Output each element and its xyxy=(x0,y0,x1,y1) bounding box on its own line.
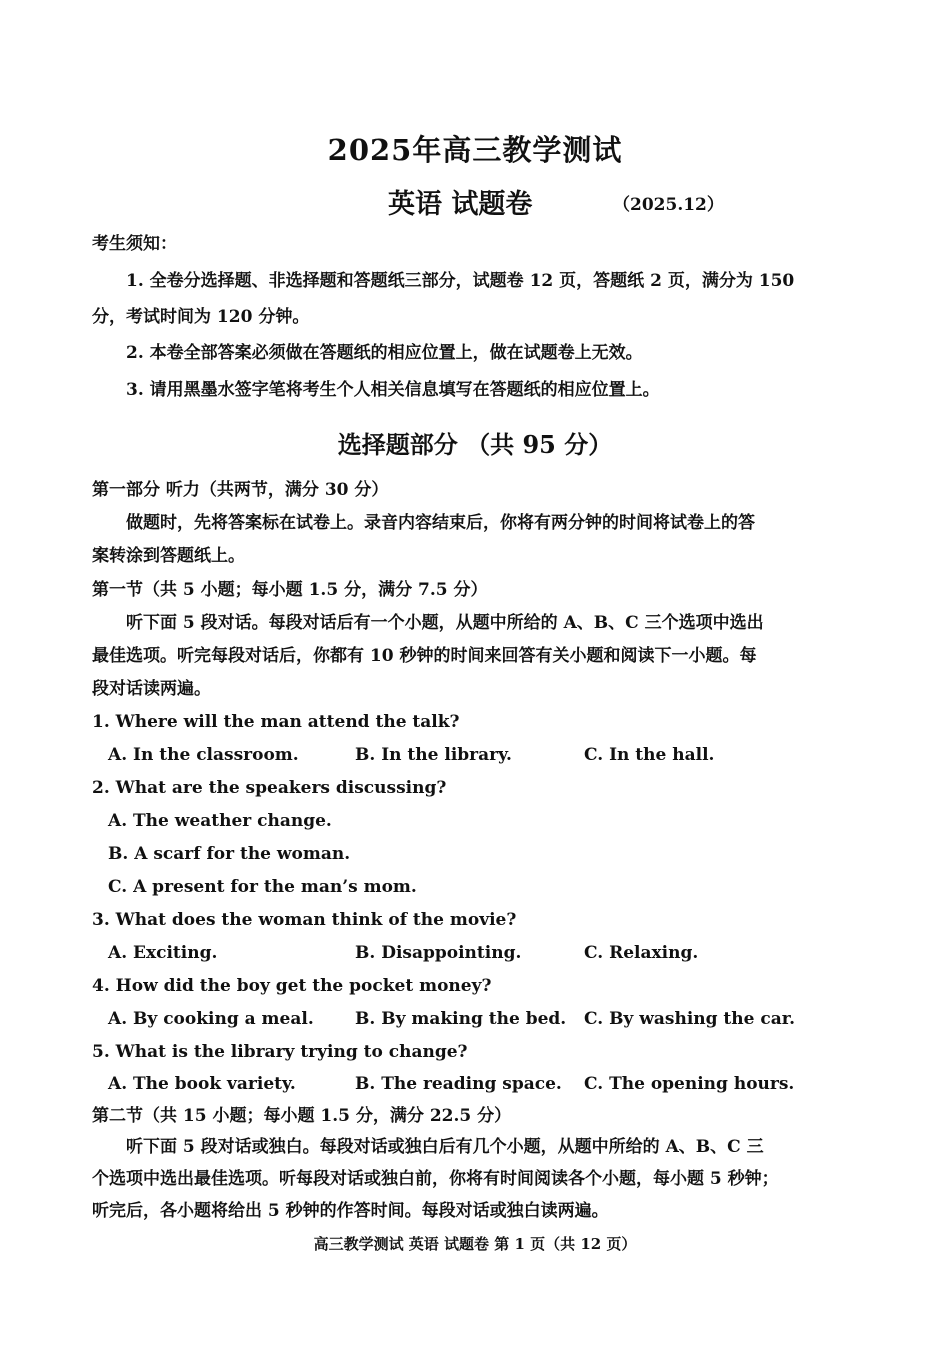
question-1-option-c: C. In the hall. xyxy=(584,745,715,765)
part1-intro-line-2: 案转涂到答题纸上。 xyxy=(92,546,245,566)
sec2-intro-line-3: 听完后，各小题将给出 5 秒钟的作答时间。每段对话或独白读两遍。 xyxy=(92,1201,609,1221)
sec2-intro-line-1: 听下面 5 段对话或独白。每段对话或独白后有几个小题，从题中所给的 A、B、C 三 xyxy=(126,1137,764,1157)
question-2-option-c: C. A present for the man’s mom. xyxy=(108,877,417,897)
question-3-option-c: C. Relaxing. xyxy=(584,943,699,963)
part1-heading: 第一部分 听力（共两节，满分 30 分） xyxy=(92,480,389,500)
question-3: 3. What does the woman think of the movie? xyxy=(92,910,517,930)
notice-item-2: 2. 本卷全部答案必须做在答题纸的相应位置上，做在试题卷上无效。 xyxy=(126,343,643,363)
part1-intro-line-1: 做题时，先将答案标在试卷上。录音内容结束后，你将有两分钟的时间将试卷上的答 xyxy=(126,513,755,533)
question-5-option-c: C. The opening hours. xyxy=(584,1074,795,1094)
section-title: 选择题部分 （共 95 分） xyxy=(337,430,613,459)
question-3-option-a: A. Exciting. xyxy=(108,943,218,963)
sec1-intro-line-2: 最佳选项。听完每段对话后，你都有 10 秒钟的时间来回答有关小题和阅读下一小题。每 xyxy=(92,646,757,666)
question-1-option-a: A. In the classroom. xyxy=(108,745,299,765)
exam-subtitle: 英语 试题卷 xyxy=(388,189,533,220)
question-4-option-a: A. By cooking a meal. xyxy=(108,1009,314,1029)
sec1-heading: 第一节（共 5 小题；每小题 1.5 分，满分 7.5 分） xyxy=(92,580,488,600)
question-2-option-a: A. The weather change. xyxy=(108,811,332,831)
sec2-intro-line-2: 个选项中选出最佳选项。听每段对话或独白前，你将有时间阅读各个小题，每小题 5 秒钟； xyxy=(92,1169,779,1189)
question-2: 2. What are the speakers discussing? xyxy=(92,778,447,798)
question-4-option-b: B. By making the bed. xyxy=(355,1009,567,1029)
question-5-option-a: A. The book variety. xyxy=(108,1074,296,1094)
notice-item-1-line-2: 分，考试时间为 120 分钟。 xyxy=(92,307,310,327)
sec1-intro-line-1: 听下面 5 段对话。每段对话后有一个小题，从题中所给的 A、B、C 三个选项中选出 xyxy=(126,613,764,633)
question-5-option-b: B. The reading space. xyxy=(355,1074,562,1094)
notice-heading: 考生须知： xyxy=(92,234,177,254)
question-4: 4. How did the boy get the pocket money? xyxy=(92,976,492,996)
exam-title: 2025年高三教学测试 xyxy=(327,133,623,167)
exam-date: （2025.12） xyxy=(613,195,724,215)
question-3-option-b: B. Disappointing. xyxy=(355,943,522,963)
question-4-option-c: C. By washing the car. xyxy=(584,1009,796,1029)
page-footer: 高三教学测试 英语 试题卷 第 1 页（共 12 页） xyxy=(313,1235,637,1253)
sec2-heading: 第二节（共 15 小题；每小题 1.5 分，满分 22.5 分） xyxy=(92,1106,512,1126)
notice-item-1-line-1: 1. 全卷分选择题、非选择题和答题纸三部分，试题卷 12 页，答题纸 2 页，满分为 150 xyxy=(126,271,795,291)
subtitle-row xyxy=(0,182,950,222)
question-1-option-b: B. In the library. xyxy=(355,745,512,765)
sec1-intro-line-3: 段对话读两遍。 xyxy=(92,679,211,699)
question-5: 5. What is the library trying to change? xyxy=(92,1042,468,1062)
question-1: 1. Where will the man attend the talk? xyxy=(92,712,460,732)
question-2-option-b: B. A scarf for the woman. xyxy=(108,844,351,864)
notice-item-3: 3. 请用黑墨水签字笔将考生个人相关信息填写在答题纸的相应位置上。 xyxy=(126,380,660,400)
